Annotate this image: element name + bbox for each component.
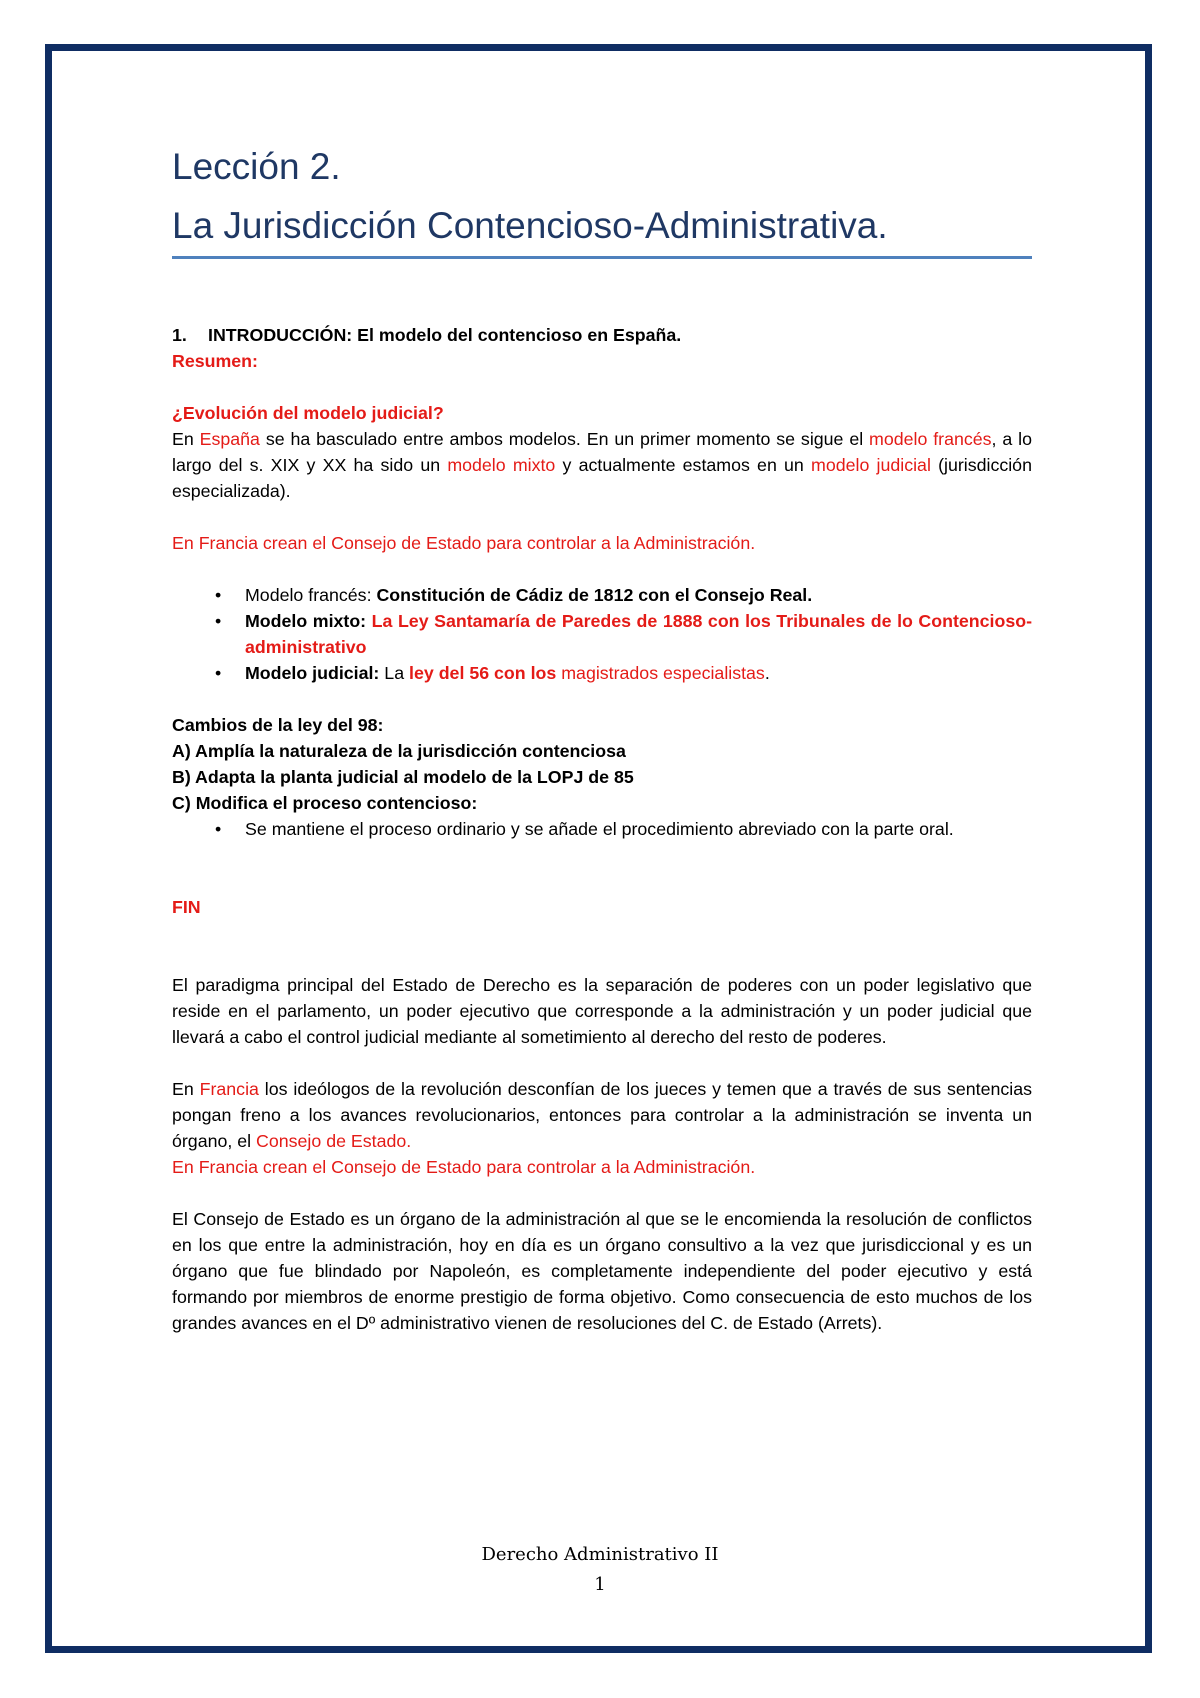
list-item: • Se mantiene el proceso ordinario y se añade el procedimiento abreviado con la parte oral.	[172, 816, 1032, 842]
evolution-paragraph: En España se ha basculado entre ambos modelos. En un primer momento se sigue el modelo francés, a lo largo del s. XIX y XX ha sido un modelo mixto y actualmente estamos en un modelo judicial (jurisdicción especializada).	[172, 429, 1032, 501]
francia-paragraph: En Francia los ideólogos de la revolución desconfían de los jueces y temen que a través de sus sentencias pongan freno a los avances revolucionarios, entonces para controlar a la administración se inventa un órgano, el Consejo de Estado.	[172, 1079, 1032, 1151]
page-number: 1	[594, 1574, 606, 1595]
cambio-b: B) Adapta la planta judicial al modelo de la LOPJ de 85	[172, 767, 634, 787]
footer-course: Derecho Administrativo II	[481, 1544, 719, 1565]
highlight-modelo-judicial: modelo judicial	[811, 455, 931, 475]
francia-note: En Francia crean el Consejo de Estado para controlar a la Administración.	[172, 533, 756, 553]
lesson-subtitle: La Jurisdicción Contencioso-Administrativa.	[172, 205, 888, 246]
paradigm-paragraph: El paradigma principal del Estado de Derecho es la separación de poderes con un poder legislativo que reside en el parlamento, un poder ejecutivo que corresponde a la administración y un poder judicial que llevará a cabo el control judicial mediante al sometimiento al derecho del resto de poderes.	[172, 975, 1032, 1047]
section-heading	[172, 322, 1032, 348]
cambios-list	[172, 816, 1032, 842]
list-item: • Modelo mixto: La Ley Santamaría de Paredes de 1888 con los Tribunales de lo Contencioso-administrativo	[172, 608, 1032, 660]
highlight-espana: España	[199, 429, 260, 449]
evolution-question: ¿Evolución del modelo judicial?	[172, 403, 444, 423]
document-body	[172, 322, 1032, 1336]
list-item: • Modelo francés: Constitución de Cádiz de 1812 con el Consejo Real.	[172, 582, 1032, 608]
lesson-title: Lección 2.	[172, 146, 341, 187]
cambios-title: Cambios de la ley del 98:	[172, 715, 384, 735]
highlight-modelo-frances: modelo francés	[869, 429, 992, 449]
cambio-a: A) Amplía la naturaleza de la jurisdicción contenciosa	[172, 741, 626, 761]
section-number: 1.	[172, 325, 187, 345]
bullet-icon: •	[215, 585, 222, 605]
highlight-modelo-mixto: modelo mixto	[447, 455, 556, 475]
bullet-icon: •	[215, 611, 222, 631]
francia-note-repeat: En Francia crean el Consejo de Estado para controlar a la Administración.	[172, 1157, 756, 1177]
highlight-francia: Francia	[199, 1079, 259, 1099]
section-heading-text: INTRODUCCIÓN: El modelo del contencioso en España.	[208, 325, 682, 345]
bullet-icon: •	[215, 663, 222, 683]
consejo-paragraph: El Consejo de Estado es un órgano de la administración al que se le encomienda la resolución de conflictos en los que entre la administración, hoy en día es un órgano consultivo a la vez que jurisdiccional y es un órgano que fue blindado por Napoleón, es completamente independiente del poder ejecutivo y está formando por miembros de enorme prestigio de forma objetivo. Como consecuencia de esto muchos de los grandes avances en el Dº administrativo vienen de resoluciones del C. de Estado (Arrets).	[172, 1209, 1032, 1333]
fin-label: FIN	[172, 897, 201, 917]
models-list	[172, 582, 1032, 686]
highlight-consejo: Consejo de Estado.	[256, 1131, 412, 1151]
title-divider	[172, 256, 1032, 259]
resumen-label: Resumen:	[172, 351, 258, 371]
cambio-c: C) Modifica el proceso contencioso:	[172, 793, 478, 813]
page-footer	[0, 1540, 1200, 1600]
bullet-icon: •	[215, 819, 222, 839]
list-item: • Modelo judicial: La ley del 56 con los magistrados especialistas.	[172, 660, 1032, 686]
